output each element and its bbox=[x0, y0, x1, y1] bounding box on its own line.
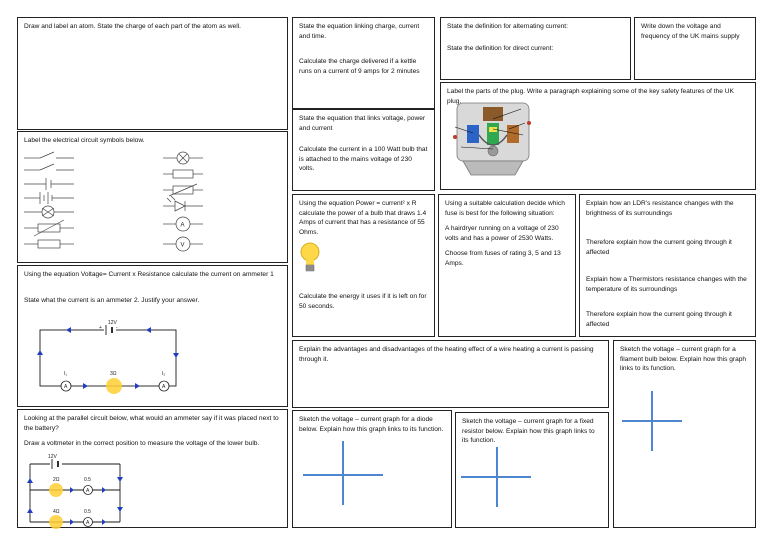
ammeter-2-question: State what the current is an ammeter 2. Justify your answer. bbox=[24, 296, 200, 304]
ldr-thermistor-task-box bbox=[579, 194, 756, 337]
circuit-symbols-right-column bbox=[163, 150, 223, 260]
upper-ammeter-label: 0.5 bbox=[84, 477, 91, 483]
voltmeter-symbol-label: V bbox=[180, 242, 185, 249]
lower-ammeter-label: 0.5 bbox=[84, 509, 91, 515]
thermistor-question: Explain how a Thermistors resistance changes with the temperature of its surroundings bbox=[586, 276, 747, 293]
ldr-current-question: Therefore explain how the current going through it affected bbox=[586, 239, 732, 256]
power-equation-question: State the equation that links voltage, power and current bbox=[299, 115, 426, 132]
diode-graph-axes bbox=[303, 441, 383, 505]
parallel-battery-voltage-label: 12V bbox=[48, 454, 57, 460]
atom-task-text: Draw and label an atom. State the charge of each part of the atom as well. bbox=[24, 23, 241, 30]
series-battery-voltage-label: 12V bbox=[108, 320, 117, 326]
ammeter-symbol-label: A bbox=[180, 222, 185, 229]
filament-graph-axes bbox=[622, 391, 682, 451]
svg-text:+: + bbox=[99, 325, 102, 331]
charge-equation-question: State the equation linking charge, current and time. bbox=[299, 23, 420, 40]
kettle-charge-question: Calculate the charge delivered if a kettle runs on a current of 9 amps for 2 minutes bbox=[299, 58, 420, 75]
uk-plug-image bbox=[453, 99, 533, 179]
uk-mains-question: Write down the voltage and frequency of the UK mains supply bbox=[641, 23, 740, 40]
voltmeter-question: Draw a voltmeter in the correct position to measure the voltage of the lower bulb. bbox=[24, 440, 260, 448]
battery-ammeter-question: Looking at the parallel circuit below, what would an ammeter say if it was placed next to the battery? bbox=[24, 415, 279, 432]
light-bulb-image bbox=[299, 241, 321, 275]
lower-ammeter-symbol: A bbox=[86, 520, 90, 526]
ac-definition-question: State the definition for alternating current: bbox=[447, 23, 568, 30]
circuit-symbols-left-column bbox=[24, 150, 84, 260]
fixed-resistor-graph-task-box bbox=[455, 412, 609, 528]
ac-dc-task-box bbox=[440, 17, 631, 80]
series-bulb-resistance-label: 3Ω bbox=[110, 371, 117, 377]
upper-ammeter-symbol: A bbox=[86, 488, 90, 494]
heating-effect-task-box bbox=[292, 340, 609, 408]
bulb-energy-question: Calculate the energy it uses if it is left on for 50 seconds. bbox=[299, 293, 427, 310]
parallel-circuit-diagram bbox=[30, 454, 140, 534]
series-circuit-diagram bbox=[36, 320, 186, 400]
plug-question: Label the parts of the plug. Write a paragraph explaining some of the key safety features of the UK plug. bbox=[447, 88, 734, 105]
filament-graph-question: Sketch the voltage – current graph for a filament bulb below. Explain how this graph links to its function. bbox=[620, 346, 747, 373]
bulb-current-question: Calculate the current in a 100 Watt bulb that is attached to the mains voltage of 230 volts. bbox=[299, 146, 428, 173]
ldr-question: Explain how an LDR’s resistance changes with the brightness of its surroundings bbox=[586, 200, 734, 217]
charge-task-box bbox=[292, 17, 435, 109]
circuit-symbols-task-box bbox=[17, 131, 288, 263]
ammeter-2-symbol: A bbox=[162, 384, 166, 390]
filament-graph-task-box bbox=[613, 340, 756, 528]
heating-effect-question: Explain the advantages and disadvantages of the heating effect of a wire heating a current is passing through it. bbox=[299, 346, 594, 363]
ohms-law-task-box bbox=[17, 265, 288, 407]
fuse-task-box bbox=[438, 194, 576, 337]
uk-mains-task-box bbox=[634, 17, 756, 80]
ammeter-1-question: Using the equation Voltage= Current x Resistance calculate the current on ammeter 1 bbox=[24, 271, 274, 278]
upper-bulb-resistance-label: 2Ω bbox=[53, 477, 60, 483]
power-calculation-task-box bbox=[292, 194, 435, 337]
atom-task-box bbox=[17, 17, 288, 130]
plug-task-box bbox=[440, 82, 756, 190]
fuse-options: Choose from fuses of rating 3, 5 and 13 Amps. bbox=[445, 250, 561, 267]
diode-graph-task-box bbox=[292, 410, 452, 528]
fixed-resistor-graph-question: Sketch the voltage – current graph for a fixed resistor below. Explain how this graph links to its function. bbox=[462, 418, 595, 445]
bulb-power-question: Using the equation Power = current² x R calculate the power of a bulb that draws 1.4 Amps of current that has a resistance of 55 Ohms. bbox=[299, 200, 427, 236]
fuse-question: Using a suitable calculation decide which fuse is best for the following situation: bbox=[445, 200, 565, 217]
lower-bulb-resistance-label: 4Ω bbox=[53, 509, 60, 515]
diode-graph-question: Sketch the voltage – current graph for a diode below. Explain how this graph links to its function. bbox=[299, 416, 444, 433]
power-equation-task-box bbox=[292, 109, 435, 191]
ammeter-1-label: I₁ bbox=[64, 371, 68, 377]
ammeter-1-symbol: A bbox=[64, 384, 68, 390]
circuit-symbols-question: Label the electrical circuit symbols below. bbox=[24, 137, 145, 144]
svg-text:-: - bbox=[116, 325, 118, 331]
ammeter-2-label: I₂ bbox=[162, 371, 166, 377]
hairdryer-question: A hairdryer running on a voltage of 230 volts and has a power of 2530 Watts. bbox=[445, 225, 559, 242]
parallel-circuit-task-box bbox=[17, 409, 288, 528]
thermistor-current-question: Therefore explain how the current going through it affected bbox=[586, 311, 732, 328]
fixed-resistor-graph-axes bbox=[461, 447, 531, 507]
dc-definition-question: State the definition for direct current: bbox=[447, 44, 554, 52]
